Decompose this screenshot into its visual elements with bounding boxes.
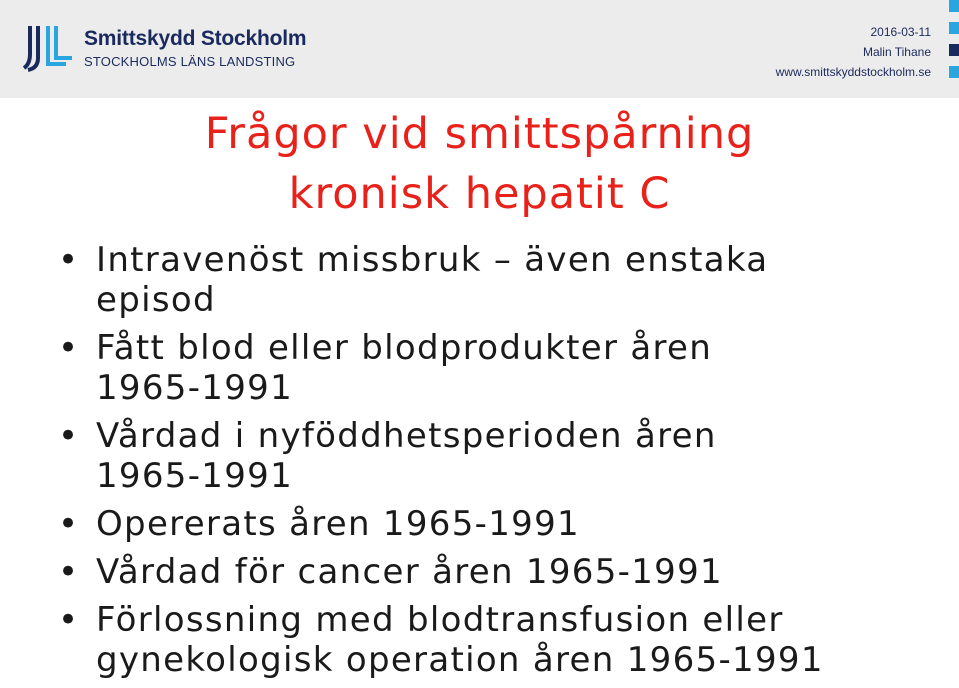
bullet-item bbox=[58, 600, 948, 680]
slide-title bbox=[0, 104, 959, 224]
accent-square-icon bbox=[949, 0, 959, 12]
bullet-item bbox=[58, 552, 948, 592]
slide-header bbox=[0, 0, 959, 98]
bullet-line: • Förlossning med blodtransfusion eller bbox=[96, 600, 784, 640]
bullet-item bbox=[58, 504, 948, 544]
slide-author: Malin Tihane bbox=[862, 45, 931, 59]
bullet-line: gynekologisk operation åren 1965-1991 bbox=[96, 640, 824, 680]
bullet-line: 1965-1991 bbox=[96, 456, 294, 496]
accent-square-icon bbox=[949, 22, 959, 34]
bullet-line: • Vårdad i nyföddhetsperioden åren bbox=[96, 416, 717, 456]
smittskydd-logo bbox=[22, 24, 367, 72]
slide-date: 2016-03-11 bbox=[870, 25, 931, 39]
slide-title-line-1: Frågor vid smittspårning bbox=[204, 109, 755, 159]
bullet-line: • Fått blod eller blodprodukter åren bbox=[96, 328, 713, 368]
slide-meta bbox=[776, 22, 931, 82]
bullet-line: episod bbox=[96, 280, 216, 320]
accent-square-icon bbox=[949, 44, 959, 56]
bullet-item bbox=[58, 240, 948, 320]
accent-squares bbox=[949, 0, 959, 98]
accent-square-icon bbox=[949, 66, 959, 78]
website-link[interactable]: www.smittskyddstockholm.se bbox=[775, 65, 931, 79]
bullet-line: • Opererats åren 1965-1991 bbox=[96, 504, 580, 544]
slide-title-line-2: kronisk hepatit C bbox=[288, 169, 671, 219]
bullet-line: • Vårdad för cancer åren 1965-1991 bbox=[96, 552, 723, 592]
bullet-list bbox=[58, 240, 948, 688]
bullet-line: 1965-1991 bbox=[96, 368, 294, 408]
bullet-line: • Intravenöst missbruk – även enstaka bbox=[96, 240, 769, 280]
bullet-item bbox=[58, 328, 948, 408]
sll-logo-mark-icon bbox=[22, 24, 78, 72]
logo-subtitle: STOCKHOLMS LÄNS LANDSTING bbox=[84, 54, 296, 69]
logo-name: Smittskydd Stockholm bbox=[84, 27, 307, 50]
bullet-item bbox=[58, 416, 948, 496]
